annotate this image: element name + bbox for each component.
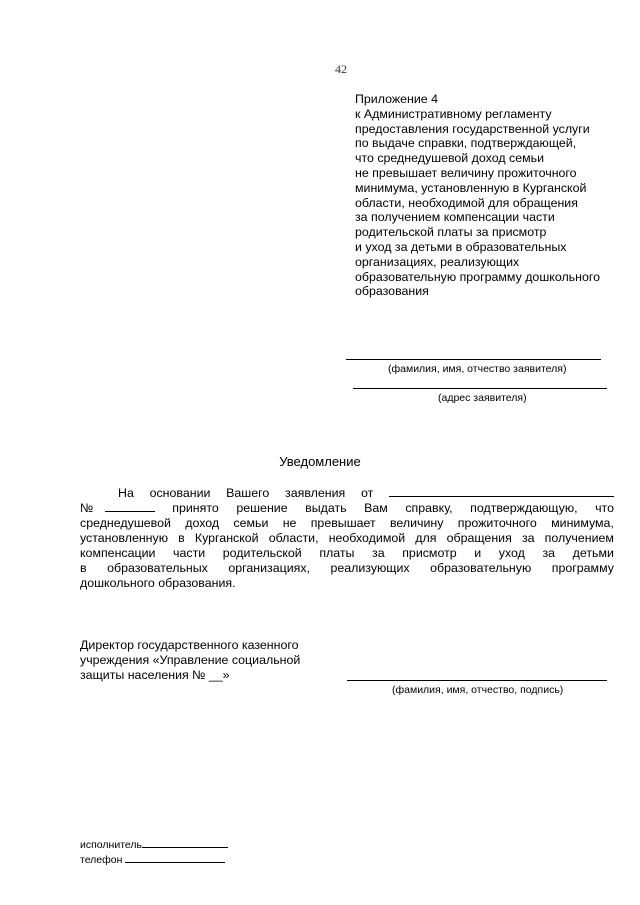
body-line — [80, 486, 614, 501]
appendix-line: к Административному регламенту — [355, 106, 552, 121]
executor-blank — [142, 838, 228, 848]
application-number-blank — [105, 501, 155, 512]
body-word: за — [372, 546, 385, 560]
appendix-line: организациях, реализующих — [355, 254, 520, 269]
body-word: основании — [149, 486, 211, 500]
appendix-line: области, необходимой для обращения — [355, 195, 578, 210]
appendix-line: по выдаче справки, подтверждающей, — [355, 136, 577, 151]
body-word: программу — [551, 561, 614, 575]
body-word: Вашего — [226, 486, 270, 500]
body-word: принято — [172, 501, 219, 515]
director-line: защиты населения № __» — [80, 668, 230, 682]
document-title: Уведомление — [279, 454, 361, 469]
body-word: не — [282, 516, 297, 530]
appendix-header — [355, 92, 625, 299]
applicant-address-line — [353, 388, 607, 389]
body-word: справку, — [405, 501, 453, 515]
body-line-last: дошкольного образования. — [80, 576, 236, 590]
body-word: получением — [544, 531, 614, 545]
footer-block — [80, 838, 228, 868]
executor-row — [80, 838, 228, 853]
body-word: детьми — [572, 546, 614, 560]
executor-label: исполнитель — [80, 839, 142, 851]
body-word: области, — [268, 531, 319, 545]
body-word: необходимой — [328, 531, 406, 545]
applicant-name-caption: (фамилия, имя, отчество заявителя) — [388, 363, 567, 375]
body-word: присмотр — [402, 546, 457, 560]
body-word: и — [474, 546, 482, 560]
appendix-line: за получением компенсации части — [355, 210, 555, 225]
application-date-blank — [389, 486, 614, 497]
signature-caption: (фамилия, имя, отчество, подпись) — [392, 684, 564, 696]
body-line — [80, 561, 614, 576]
appendix-line: Приложение 4 — [355, 92, 439, 106]
body-word: среднедушевой — [80, 516, 171, 530]
body-word: платы — [319, 546, 355, 560]
body-word: решение — [236, 501, 288, 515]
body-word: компенсации — [80, 546, 156, 560]
director-line: Директор государственного казенного — [80, 638, 299, 652]
body-word: в — [178, 531, 185, 545]
body-word: от — [360, 486, 374, 500]
body-word: для — [415, 531, 437, 545]
applicant-name-line — [346, 359, 601, 360]
body-line — [80, 501, 614, 516]
appendix-line: родительской платы за присмотр — [355, 225, 547, 240]
body-line — [80, 531, 614, 546]
body-word: части — [173, 546, 206, 560]
applicant-address-caption: (адрес заявителя) — [438, 392, 527, 404]
director-line: учреждения «Управление социальной — [80, 653, 301, 667]
body-word: в — [80, 561, 87, 575]
body-word: образовательных — [107, 561, 208, 575]
body-word: Курганской — [194, 531, 259, 545]
body-word: минимума, — [551, 516, 614, 530]
phone-label: телефон — [80, 854, 123, 866]
body-word: Вам — [364, 501, 388, 515]
body-word: величину — [389, 516, 444, 530]
phone-row — [80, 853, 228, 868]
appendix-line: образовательную программу дошкольного — [355, 269, 601, 284]
appendix-line: образования — [355, 284, 429, 299]
body-word: за — [521, 531, 535, 545]
body-word: прожиточного — [457, 516, 537, 530]
body-word: организациях, — [228, 561, 310, 575]
body-word: обращения — [446, 531, 512, 545]
director-block — [80, 638, 340, 683]
phone-blank — [125, 853, 225, 863]
body-word: выдать — [305, 501, 347, 515]
number-sign — [80, 501, 155, 516]
body-word: образовательную — [430, 561, 532, 575]
number-sign-text: № — [80, 501, 94, 515]
body-word: подтверждающую, — [470, 501, 578, 515]
body-word: заявления — [285, 486, 346, 500]
appendix-line: предоставления государственной услуги — [355, 121, 590, 136]
body-word: превышает — [310, 516, 376, 530]
body-line — [80, 516, 614, 531]
body-word: доход — [185, 516, 220, 530]
body-word: что — [595, 501, 614, 515]
appendix-line: минимума, установленную в Курганской — [355, 180, 587, 195]
body-word: На — [118, 486, 134, 500]
appendix-line: что среднедушевой доход семьи — [355, 151, 544, 166]
body-word: семьи — [233, 516, 269, 530]
appendix-line: не превышает величину прожиточного — [355, 165, 577, 180]
notification-body — [80, 486, 614, 591]
body-line — [80, 546, 614, 561]
body-word: установленную — [80, 531, 169, 545]
body-word: уход — [498, 546, 525, 560]
body-word: родительской — [222, 546, 302, 560]
signature-line — [347, 680, 607, 681]
body-word: за — [542, 546, 556, 560]
appendix-line: и уход за детьми в образовательных — [355, 239, 567, 254]
page-number: 42 — [335, 62, 347, 76]
body-word: реализующих — [330, 561, 410, 575]
